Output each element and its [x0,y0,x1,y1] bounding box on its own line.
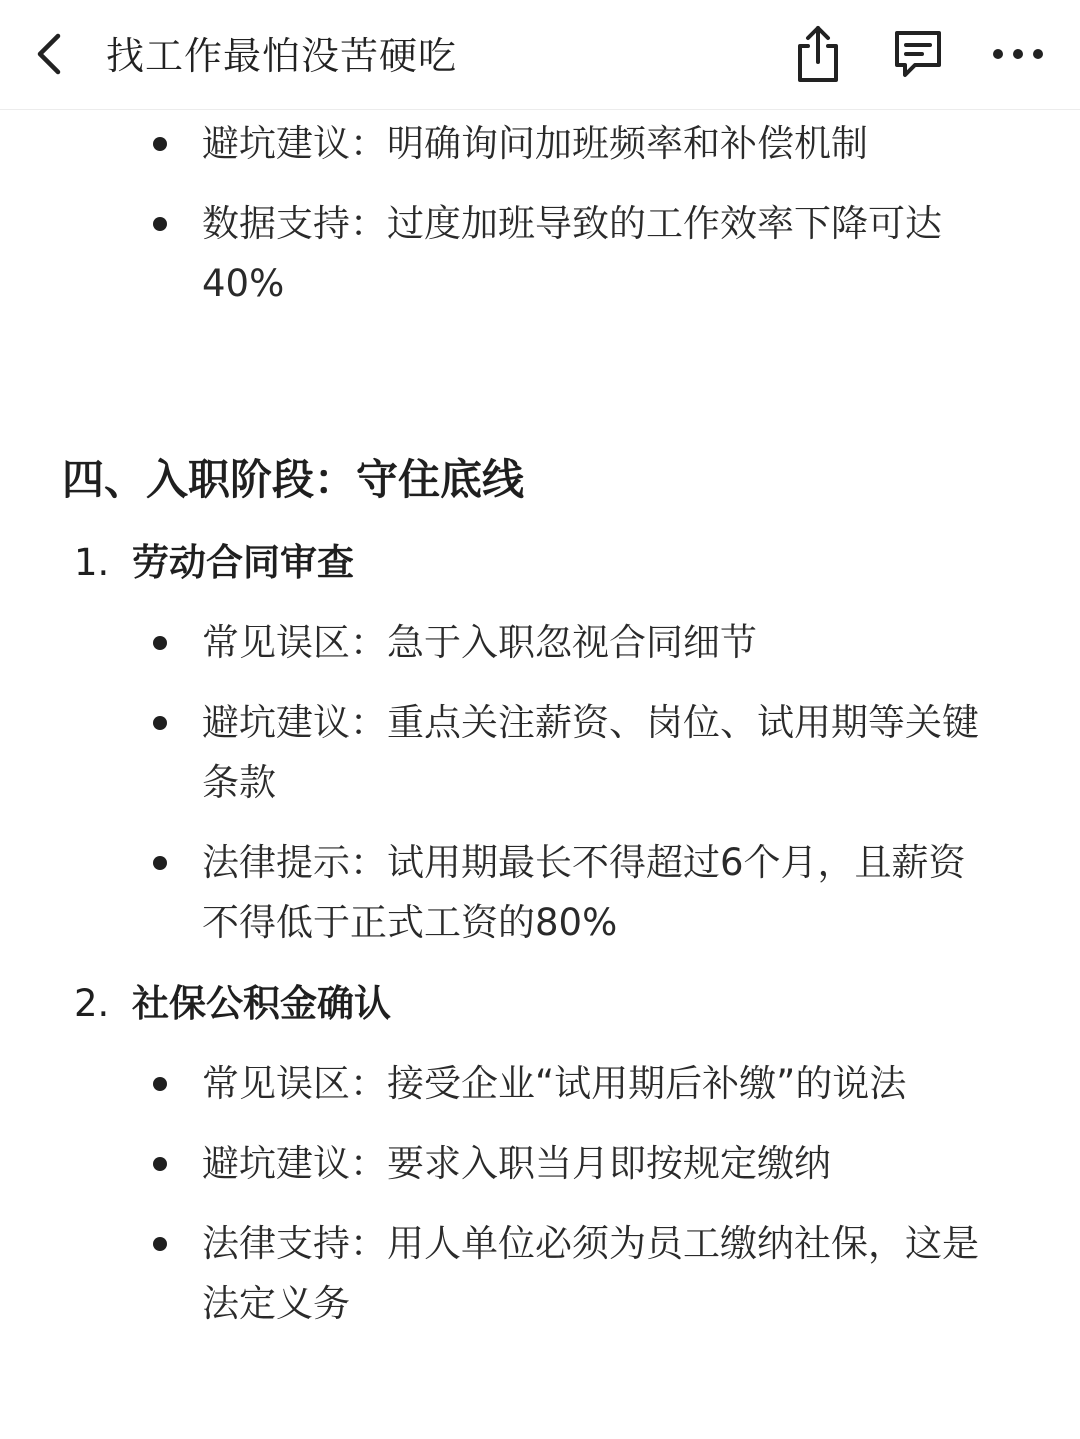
bullet-dot [153,137,167,151]
bullet-text-line-1: 法律提示：试用期最长不得超过6个月，且薪资 [202,841,966,884]
item-number: 2. [74,982,110,1025]
item-heading-text: 社保公积金确认 [132,982,391,1025]
bullet-text-line-2: 法定义务 [202,1282,350,1325]
bullet-dot [153,716,167,730]
list-item [0,114,1080,174]
share-icon [790,24,846,88]
item-number: 1. [74,541,110,584]
more-icon [990,44,1046,68]
bullet-text-line-2: 条款 [202,761,276,804]
comment-icon [889,25,947,87]
bullet-dot [153,1157,167,1171]
bullet-text: 避坑建议：要求入职当月即按规定缴纳 [202,1142,831,1185]
bullet-text-line-1: 法律支持：用人单位必须为员工缴纳社保，这是 [202,1222,979,1265]
list-item [0,693,1080,813]
list-item [0,1134,1080,1194]
numbered-item-heading [74,974,391,1034]
bullet-dot [153,636,167,650]
bullet-dot [153,1237,167,1251]
bullet-item [0,1214,1080,1334]
chevron-left-icon [32,32,68,80]
section-heading: 四、入职阶段：守住底线 [62,455,525,504]
page-title: 找工作最怕没苦硬吃 [106,34,458,78]
bullet-item [0,833,1080,953]
numbered-item-heading [74,533,354,593]
list-item [0,1054,1080,1114]
bullet-text: 常见误区：接受企业“试用期后补缴”的说法 [202,1062,907,1105]
bullet-text: 避坑建议：明确询问加班频率和补偿机制 [202,122,868,165]
bullet-item [0,1054,1080,1114]
bullet-text-line-2: 40% [202,262,285,305]
top-navigation-bar [0,0,1080,110]
bullet-text-line-1: 数据支持：过度加班导致的工作效率下降可达 [202,202,942,245]
bullet-text-line-1: 避坑建议：重点关注薪资、岗位、试用期等关键 [202,701,979,744]
bullet-item [0,114,1080,174]
more-button[interactable] [986,24,1050,88]
list-item [0,194,1080,314]
bullet-dot [153,856,167,870]
bullet-text-line-2: 不得低于正式工资的80% [202,901,618,944]
back-button[interactable] [22,28,78,84]
list-item [0,833,1080,953]
comment-button[interactable] [886,24,950,88]
item-heading-text: 劳动合同审查 [132,541,354,584]
bullet-item [0,1134,1080,1194]
bullet-item [0,194,1080,314]
list-item [0,1214,1080,1334]
bullet-dot [153,217,167,231]
bullet-text: 常见误区：急于入职忽视合同细节 [202,621,757,664]
bullet-item [0,613,1080,673]
list-item [0,613,1080,673]
bullet-dot [153,1077,167,1091]
bullet-item [0,693,1080,813]
share-button[interactable] [786,24,850,88]
